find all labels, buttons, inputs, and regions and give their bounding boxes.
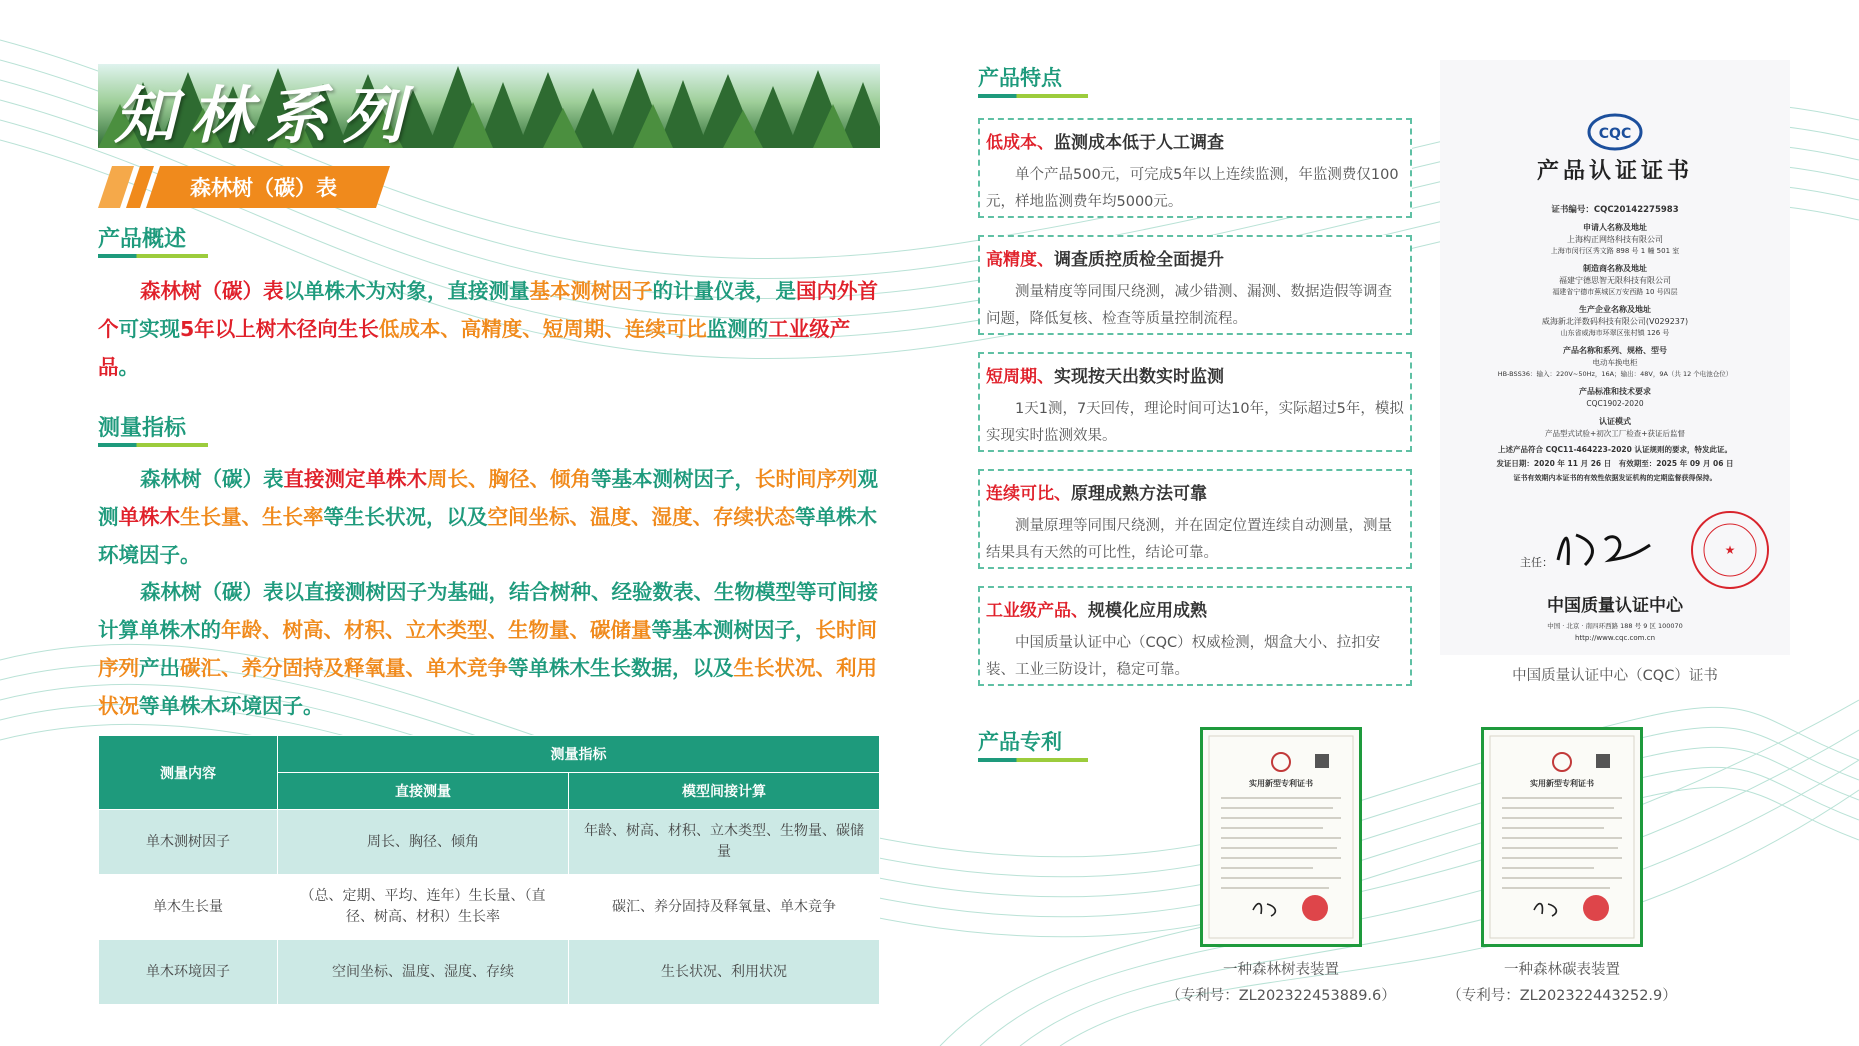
cert-std: CQC1902-2020 [1586, 399, 1644, 408]
feature-title [986, 596, 1207, 621]
overview-text-c: 可实现 [118, 317, 180, 341]
ind-b9: 等单株木环境因子。 [139, 694, 324, 718]
cqc-certificate [1440, 60, 1790, 655]
cert-model-spec: HB-BSS36：输入：220V~50Hz，16A；输出：48V，9A（共 12 个电池仓位） [1497, 370, 1733, 378]
cert-maker: 福建宁德思智无限科技有限公司 [1559, 276, 1671, 285]
cell-model: 生长状况、利用状况 [569, 940, 880, 1005]
patent-document [1203, 730, 1359, 944]
cell-direct: （总、定期、平均、连年）生长量、（直径、树高、材积）生长率 [278, 875, 569, 940]
patent-caption [1432, 957, 1692, 1009]
patent-caption [1151, 957, 1411, 1009]
ind-a9: 生长量、生长率 [180, 505, 324, 529]
cell-model: 碳汇、养分固持及释氧量、单木竞争 [569, 875, 880, 940]
cqc-logo-text: CQC [1598, 126, 1632, 142]
table-row [99, 940, 880, 1005]
feature-title-rest: 调查质控质检全面提升 [1054, 250, 1224, 270]
product-name-banner [98, 166, 390, 208]
cell-direct: 空间坐标、温度、湿度、存续 [278, 940, 569, 1005]
feature-highlight: 短周期、 [986, 367, 1054, 387]
feature-title [986, 479, 1207, 504]
th-content: 测量内容 [99, 736, 278, 810]
feature-title [986, 128, 1224, 153]
feature-card [978, 586, 1412, 686]
ind-b3: 等基本测树因子， [651, 618, 816, 642]
feature-title-rest: 原理成熟方法可靠 [1071, 484, 1207, 504]
overview-5year: 5年以上树木径向生长 [180, 317, 379, 341]
patent-doc-title: 实用新型专利证书 [1249, 779, 1313, 788]
indicators-heading: 测量指标 [98, 416, 187, 441]
feature-title [986, 245, 1224, 270]
banner-title: 知林系列 [114, 79, 419, 148]
feature-desc: 测量精度等同围尺绕测，减少错测、漏测、数据造假等调查问题，降低复核、检查等质量控制流程。 [986, 284, 1392, 327]
cert-conformity: 上述产品符合 CQC11-464223-2020 认证规则的要求，特发此证。 [1498, 445, 1732, 454]
feature-card [978, 352, 1412, 452]
ind-a8: 单株木 [118, 505, 180, 529]
overview-paragraph [98, 272, 882, 386]
features-heading-bar [978, 94, 1088, 98]
ind-b7: 等单株木生长数据，以及 [508, 656, 734, 680]
ind-a6: 长时间序列 [755, 467, 858, 491]
cert-factory-label: 生产企业名称及地址 [1579, 305, 1651, 314]
patents-heading-bar [978, 758, 1088, 762]
overview-factors: 基本测树因子 [529, 279, 653, 303]
certificate-caption: 中国质量认证中心（CQC）证书 [1512, 668, 1718, 684]
ind-b5: 产出 [139, 656, 180, 680]
overview-heading-bar [98, 254, 208, 258]
cell-model: 年龄、树高、材积、立木类型、生物量、碳储量 [569, 810, 880, 875]
cert-maker-label: 制造商名称及地址 [1583, 264, 1647, 273]
overview-text-b: 的计量仪表，是 [652, 279, 796, 303]
ind-a7: 观测 [98, 467, 878, 529]
cell-name: 单木测树因子 [99, 810, 278, 875]
patent-certificate [1481, 727, 1643, 947]
feature-title-rest: 实现按天出数实时监测 [1054, 367, 1224, 387]
patent-number: （专利号：ZL202322443252.9） [1447, 988, 1677, 1004]
patent-doc-title: 实用新型专利证书 [1530, 779, 1594, 788]
feature-title-rest: 监测成本低于人工调查 [1054, 133, 1224, 153]
cert-model-label: 产品名称和系列、规格、型号 [1563, 346, 1667, 355]
th-direct: 直接测量 [278, 773, 569, 810]
product-name: 森林树（碳）表 [190, 176, 337, 200]
overview-text-e: 。 [118, 355, 139, 379]
svg-text:★: ★ [1724, 543, 1736, 557]
feature-desc: 中国质量认证中心（CQC）权威检测，烟盒大小、拉扣安装、工业三防设计，稳定可靠。 [986, 635, 1381, 678]
patent-emblem-icon [1553, 753, 1571, 771]
cert-applicant-addr: 上海市闵行区秀文路 898 号 1 幢 501 室 [1550, 247, 1680, 255]
cert-issuer-addr: 中国 · 北京 · 南四环西路 188 号 9 区 100070 [1547, 622, 1683, 630]
ind-a5: 等基本测树因子， [591, 467, 755, 491]
feature-highlight: 低成本、 [986, 133, 1054, 153]
feature-desc: 单个产品500元，可完成5年以上连续监测，年监测费仅100元，样地监测费年均5000元。 [986, 167, 1399, 210]
indicators-paragraph-1 [98, 460, 882, 574]
forest-banner [98, 64, 880, 148]
th-index: 测量指标 [278, 736, 880, 773]
overview-first: 国内外首个 [98, 279, 878, 341]
ind-b1: 森林树（碳）表以直接测树因子为基础，结合树种、经验数表、生物模型等可间接计算单株木的 [98, 580, 878, 642]
ind-b4: 长时间序列 [98, 618, 877, 680]
feature-highlight: 高精度、 [986, 250, 1054, 270]
cert-maker-addr: 福建省宁德市蕉城区万安西路 10 号四层 [1552, 288, 1678, 296]
ind-a10: 等生长状况，以及 [323, 505, 488, 529]
ind-a1: 森林树（碳）表 [140, 467, 284, 491]
cert-url: http://www.cqc.com.cn [1574, 634, 1656, 642]
ind-b2: 年龄、树高、材积、立木类型、生物量、碳储量 [221, 618, 652, 642]
cert-dates: 发证日期：2020 年 11 月 26 日 有效期至：2025 年 09 月 06 日 [1496, 459, 1734, 468]
table-row [99, 810, 880, 875]
feature-title [986, 362, 1224, 387]
overview-text-d: 监测的 [706, 317, 769, 341]
th-model: 模型间接计算 [569, 773, 880, 810]
ind-a12: 等单株木环境因子。 [98, 505, 877, 567]
cert-title: 产品认证证书 [1536, 159, 1694, 184]
cert-director: 主任： [1520, 556, 1553, 569]
certificate-document [1440, 60, 1790, 655]
measurement-table [98, 735, 880, 1005]
feature-title-rest: 规模化应用成熟 [1088, 601, 1207, 621]
patents-heading: 产品专利 [978, 730, 1062, 754]
patent-emblem-icon [1272, 753, 1290, 771]
patent-seal-icon [1302, 895, 1328, 921]
cell-name: 单木环境因子 [99, 940, 278, 1005]
patent-name: 一种森林树表装置 [1223, 962, 1339, 978]
ind-a11: 空间坐标、温度、湿度、存续状态 [487, 505, 795, 529]
cert-model-name: 电动车换电柜 [1592, 358, 1638, 367]
indicators-heading-bar [98, 443, 208, 447]
cert-factory-addr: 山东省威海市环翠区张村镇 126 号 [1560, 329, 1670, 337]
feature-desc: 1天1测，7天回传，理论时间可达10年，实际超过5年，模拟实现实时监测效果。 [986, 401, 1404, 444]
overview-product: 森林树（碳）表 [140, 279, 284, 303]
cert-factory: 威海新北洋数码科技有限公司(V029237) [1541, 317, 1689, 326]
cert-applicant-label: 申请人名称及地址 [1583, 223, 1647, 232]
indicators-paragraph-2 [98, 573, 882, 725]
feature-card [978, 235, 1412, 335]
table-row [99, 875, 880, 940]
patent-number: （专利号：ZL202322453889.6） [1166, 988, 1396, 1004]
feature-highlight: 连续可比、 [986, 484, 1071, 504]
cert-mode-label: 认证模式 [1599, 417, 1631, 426]
patent-document [1484, 730, 1640, 944]
patent-certificate [1200, 727, 1362, 947]
patent-name: 一种森林碳表装置 [1504, 962, 1620, 978]
feature-card [978, 118, 1412, 218]
cell-name: 单木生长量 [99, 875, 278, 940]
overview-industrial: 工业级产品 [98, 317, 851, 379]
ind-a3: 单株木 [365, 467, 427, 491]
ind-a4: 周长、胸径、倾角 [427, 467, 591, 491]
feature-highlight: 工业级产品、 [986, 601, 1088, 621]
patent-seal-icon [1583, 895, 1609, 921]
overview-heading: 产品概述 [98, 227, 187, 252]
cert-number: 证书编号：CQC20142275983 [1551, 205, 1679, 215]
features-heading: 产品特点 [978, 66, 1062, 90]
cell-direct: 周长、胸径、倾角 [278, 810, 569, 875]
overview-qualities: 低成本、高精度、短周期、连续可比 [378, 317, 707, 341]
feature-card [978, 469, 1412, 569]
overview-text-a: 以单株木为对象，直接测量 [283, 279, 530, 303]
feature-desc: 测量原理等同围尺绕测，并在固定位置连续自动测量，测量结果具有天然的可比性，结论可靠。 [986, 518, 1392, 561]
cert-applicant: 上海构正网络科技有限公司 [1567, 235, 1663, 244]
cert-note: 证书有效期内本证书的有效性依据发证机构的定期监督获得保持。 [1513, 474, 1717, 482]
ind-b8: 生长状况、利用状况 [98, 656, 877, 718]
cert-mode: 产品型式试验+初次工厂检查+获证后监督 [1544, 429, 1686, 438]
ind-a2: 直接测定 [283, 467, 366, 491]
cert-std-label: 产品标准和技术要求 [1579, 387, 1651, 396]
cert-issuer: 中国质量认证中心 [1547, 596, 1683, 616]
ind-b6: 碳汇、养分固持及释氧量、单木竞争 [180, 656, 508, 680]
